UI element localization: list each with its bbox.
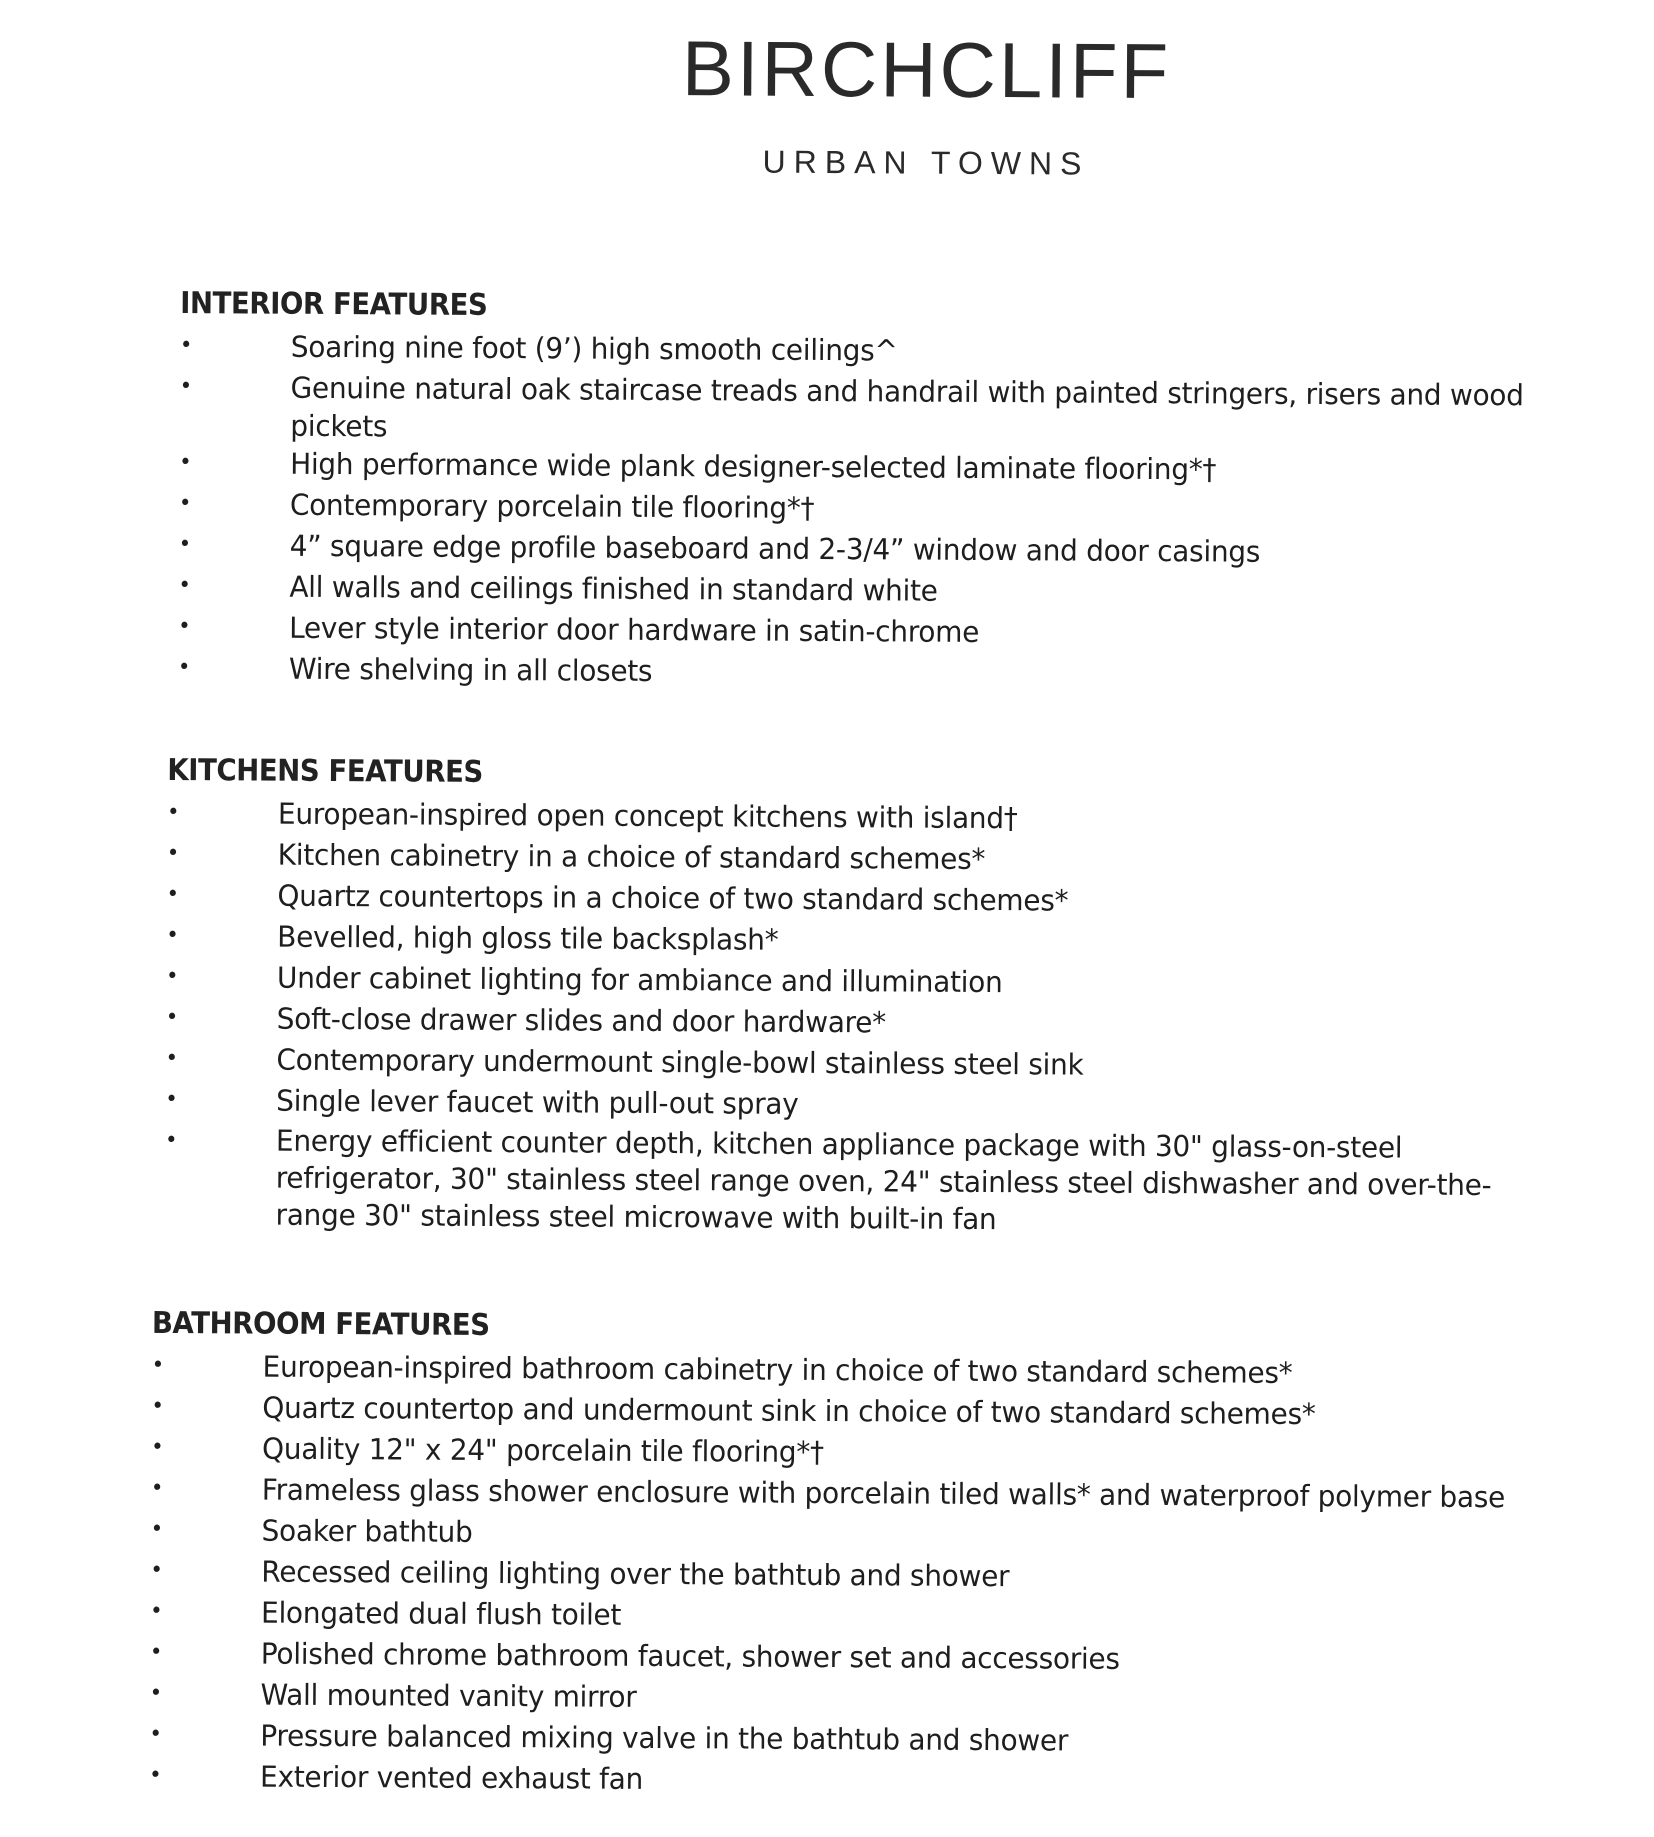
- feature-text: 4” square edge profile baseboard and 2-3/4” window and door casings: [289, 528, 1261, 569]
- bullet-icon: •: [178, 614, 191, 640]
- bullet-icon: •: [165, 963, 179, 990]
- bullet-icon: •: [165, 1086, 178, 1113]
- feature-text: High performance wide plank designer-selected laminate flooring*†: [290, 446, 1217, 487]
- feature-text: Elongated dual flush toilet: [261, 1595, 622, 1632]
- feature-text: Energy efficient counter depth, kitchen appliance package with 30" glass-on-steel refrigerator, 30" stainless steel range oven, 24" stainless steel dishwasher and over-the-range 30" stainless steel microwave with built-in fan: [275, 1123, 1492, 1237]
- bullet-icon: •: [178, 491, 192, 517]
- document-header: [0, 25, 1654, 186]
- bullet-icon: •: [150, 1557, 163, 1583]
- bullet-icon: •: [149, 1639, 163, 1665]
- bullet-icon: •: [179, 333, 193, 359]
- bullet-icon: •: [166, 881, 179, 908]
- interior-features-section: [178, 286, 1600, 699]
- bullet-icon: •: [149, 1721, 162, 1747]
- feature-text: Pressure balanced mixing valve in the bathtub and shower: [260, 1718, 1069, 1758]
- feature-text: Wall mounted vanity mirror: [260, 1677, 637, 1714]
- bullet-icon: •: [166, 799, 180, 826]
- bullet-icon: •: [150, 1598, 163, 1624]
- kitchen-features-list: [164, 794, 1587, 1242]
- feature-text: Lever style interior door hardware in satin-chrome: [289, 610, 980, 649]
- bathroom-features-section: [149, 1306, 1572, 1807]
- feature-text: Contemporary porcelain tile flooring*†: [289, 487, 815, 525]
- bullet-icon: •: [178, 532, 191, 558]
- kitchen-features-section: [164, 753, 1587, 1242]
- feature-text: All walls and ceilings finished in standard white: [289, 569, 938, 608]
- feature-list-item: [164, 1122, 1535, 1241]
- feature-text: European-inspired bathroom cabinetry in choice of two standard schemes*: [262, 1349, 1293, 1390]
- feature-text: Soaring nine foot (9’) high smooth ceilings^: [290, 329, 898, 368]
- interior-features-list: [178, 327, 1600, 699]
- feature-text: Bevelled, high gloss tile backsplash*: [277, 919, 779, 957]
- bullet-icon: •: [179, 450, 192, 476]
- kitchen-features-heading: KITCHENS FEATURES: [167, 752, 483, 790]
- brand-title: BIRCHCLIFF: [681, 24, 1172, 116]
- feature-list-item: [149, 1757, 1520, 1806]
- bullet-icon: •: [166, 922, 179, 949]
- feature-list-item: [179, 368, 1550, 452]
- feature-text: European-inspired open concept kitchens with island†: [277, 796, 1018, 836]
- feature-list-item: [178, 649, 1549, 698]
- feature-text: Frameless glass shower enclosure with porcelain tiled walls* and waterproof polymer base: [261, 1472, 1506, 1515]
- bullet-icon: •: [179, 374, 192, 400]
- feature-text: Polished chrome bathroom faucet, shower set and accessories: [260, 1636, 1120, 1676]
- feature-text: Recessed ceiling lighting over the bathtub and shower: [261, 1554, 1010, 1594]
- feature-text: Under cabinet lighting for ambiance and illumination: [276, 960, 1003, 1000]
- bullet-icon: •: [151, 1352, 164, 1378]
- feature-text: Soft-close drawer slides and door hardware*: [276, 1001, 886, 1040]
- feature-text: Soaker bathtub: [261, 1513, 473, 1549]
- feature-text: Single lever faucet with pull-out spray: [276, 1083, 799, 1121]
- bullet-icon: •: [150, 1516, 163, 1542]
- bullet-icon: •: [149, 1762, 162, 1788]
- bullet-icon: •: [178, 573, 191, 599]
- interior-features-heading: INTERIOR FEATURES: [180, 286, 488, 323]
- bullet-icon: •: [150, 1475, 164, 1501]
- bathroom-features-list: [149, 1347, 1572, 1807]
- bullet-icon: •: [164, 1127, 178, 1154]
- feature-text: Exterior vented exhaust fan: [260, 1759, 644, 1796]
- brand-subtitle: URBAN TOWNS: [762, 143, 1090, 182]
- bathroom-features-heading: BATHROOM FEATURES: [151, 1305, 490, 1343]
- bullet-icon: •: [149, 1680, 162, 1706]
- bullet-icon: •: [177, 655, 191, 681]
- feature-text: Genuine natural oak staircase treads and handrail with painted stringers, risers and wood pickets: [290, 370, 1524, 444]
- feature-text: Contemporary undermount single-bowl stainless steel sink: [276, 1042, 1084, 1082]
- feature-text: Quartz countertop and undermount sink in choice of two standard schemes*: [262, 1390, 1316, 1432]
- feature-text: Wire shelving in all closets: [288, 651, 653, 688]
- bullet-icon: •: [151, 1393, 164, 1419]
- bullet-icon: •: [165, 1004, 179, 1031]
- bullet-icon: •: [151, 1434, 164, 1460]
- feature-text: Quality 12" x 24" porcelain tile flooring*†: [262, 1431, 824, 1470]
- bullet-icon: •: [166, 840, 180, 867]
- bullet-icon: •: [165, 1045, 178, 1072]
- feature-text: Kitchen cabinetry in a choice of standard schemes*: [277, 837, 986, 876]
- feature-text: Quartz countertops in a choice of two standard schemes*: [277, 878, 1069, 918]
